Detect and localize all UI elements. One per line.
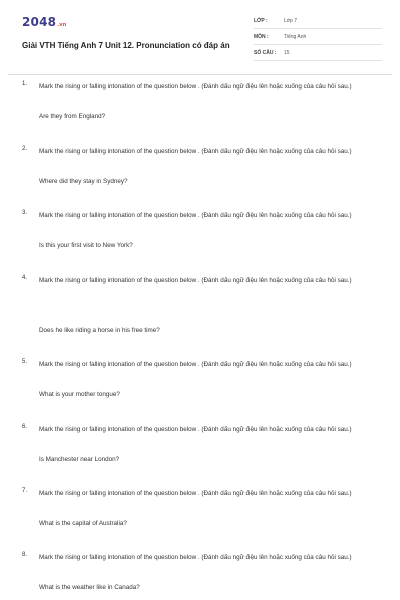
question-number: 1. <box>22 81 28 87</box>
meta-row-question-count <box>254 46 382 61</box>
question-number: 7. <box>22 488 28 494</box>
logo-suffix: .vn <box>57 22 67 28</box>
question-sentence: Are they from England? <box>39 113 106 120</box>
meta-value: Lớp 7 <box>284 18 298 24</box>
question-instruction: Mark the rising or falling intonation of the question below . (Đánh dấu ngữ điệu lên hoặc xuống của câu hỏi sau.) <box>39 426 352 433</box>
question-sentence: Does he like riding a horse in his free time? <box>39 327 160 334</box>
question-sentence: Is this your first visit to New York? <box>39 242 133 249</box>
question-sentence: What is your mother tongue? <box>39 391 120 398</box>
question-number: 6. <box>22 424 28 430</box>
question-number: 2. <box>22 146 28 152</box>
header-divider <box>8 74 392 75</box>
question-instruction: Mark the rising or falling intonation of the question below . (Đánh dấu ngữ điệu lên hoặc xuống của câu hỏi sau.) <box>39 490 352 497</box>
question-sentence: Where did they stay in Sydney? <box>39 178 128 185</box>
question-number: 4. <box>22 275 28 281</box>
meta-label: LỚP : <box>254 18 268 24</box>
meta-info-panel <box>254 14 382 62</box>
document-header <box>22 14 382 64</box>
question-instruction: Mark the rising or falling intonation of the question below . (Đánh dấu ngữ điệu lên hoặc xuống của câu hỏi sau.) <box>39 361 352 368</box>
question-number: 8. <box>22 552 28 558</box>
meta-value: 15 <box>284 50 290 56</box>
question-sentence: Is Manchester near London? <box>39 456 120 463</box>
question-number: 3. <box>22 210 28 216</box>
question-instruction: Mark the rising or falling intonation of the question below . (Đánh dấu ngữ điệu lên hoặc xuống của câu hỏi sau.) <box>39 148 352 155</box>
question-instruction: Mark the rising or falling intonation of the question below . (Đánh dấu ngữ điệu lên hoặc xuống của câu hỏi sau.) <box>39 83 352 90</box>
site-logo[interactable] <box>22 15 67 29</box>
meta-value: Tiếng Anh <box>284 34 307 40</box>
question-number: 5. <box>22 359 28 365</box>
meta-label: SỐ CÂU : <box>254 50 277 56</box>
meta-row-class <box>254 14 382 29</box>
question-sentence: What is the weather like in Canada? <box>39 584 140 591</box>
question-sentence: What is the capital of Australia? <box>39 520 127 527</box>
question-instruction: Mark the rising or falling intonation of the question below . (Đánh dấu ngữ điệu lên hoặc xuống của câu hỏi sau.) <box>39 277 352 284</box>
question-instruction: Mark the rising or falling intonation of the question below . (Đánh dấu ngữ điệu lên hoặc xuống của câu hỏi sau.) <box>39 212 352 219</box>
question-instruction: Mark the rising or falling intonation of the question below . (Đánh dấu ngữ điệu lên hoặc xuống của câu hỏi sau.) <box>39 554 352 561</box>
logo-main: 2048 <box>22 15 57 29</box>
meta-row-subject <box>254 30 382 45</box>
page-title: Giải VTH Tiếng Anh 7 Unit 12. Pronunciation có đáp án <box>22 41 230 50</box>
meta-label: MÔN : <box>254 34 269 40</box>
